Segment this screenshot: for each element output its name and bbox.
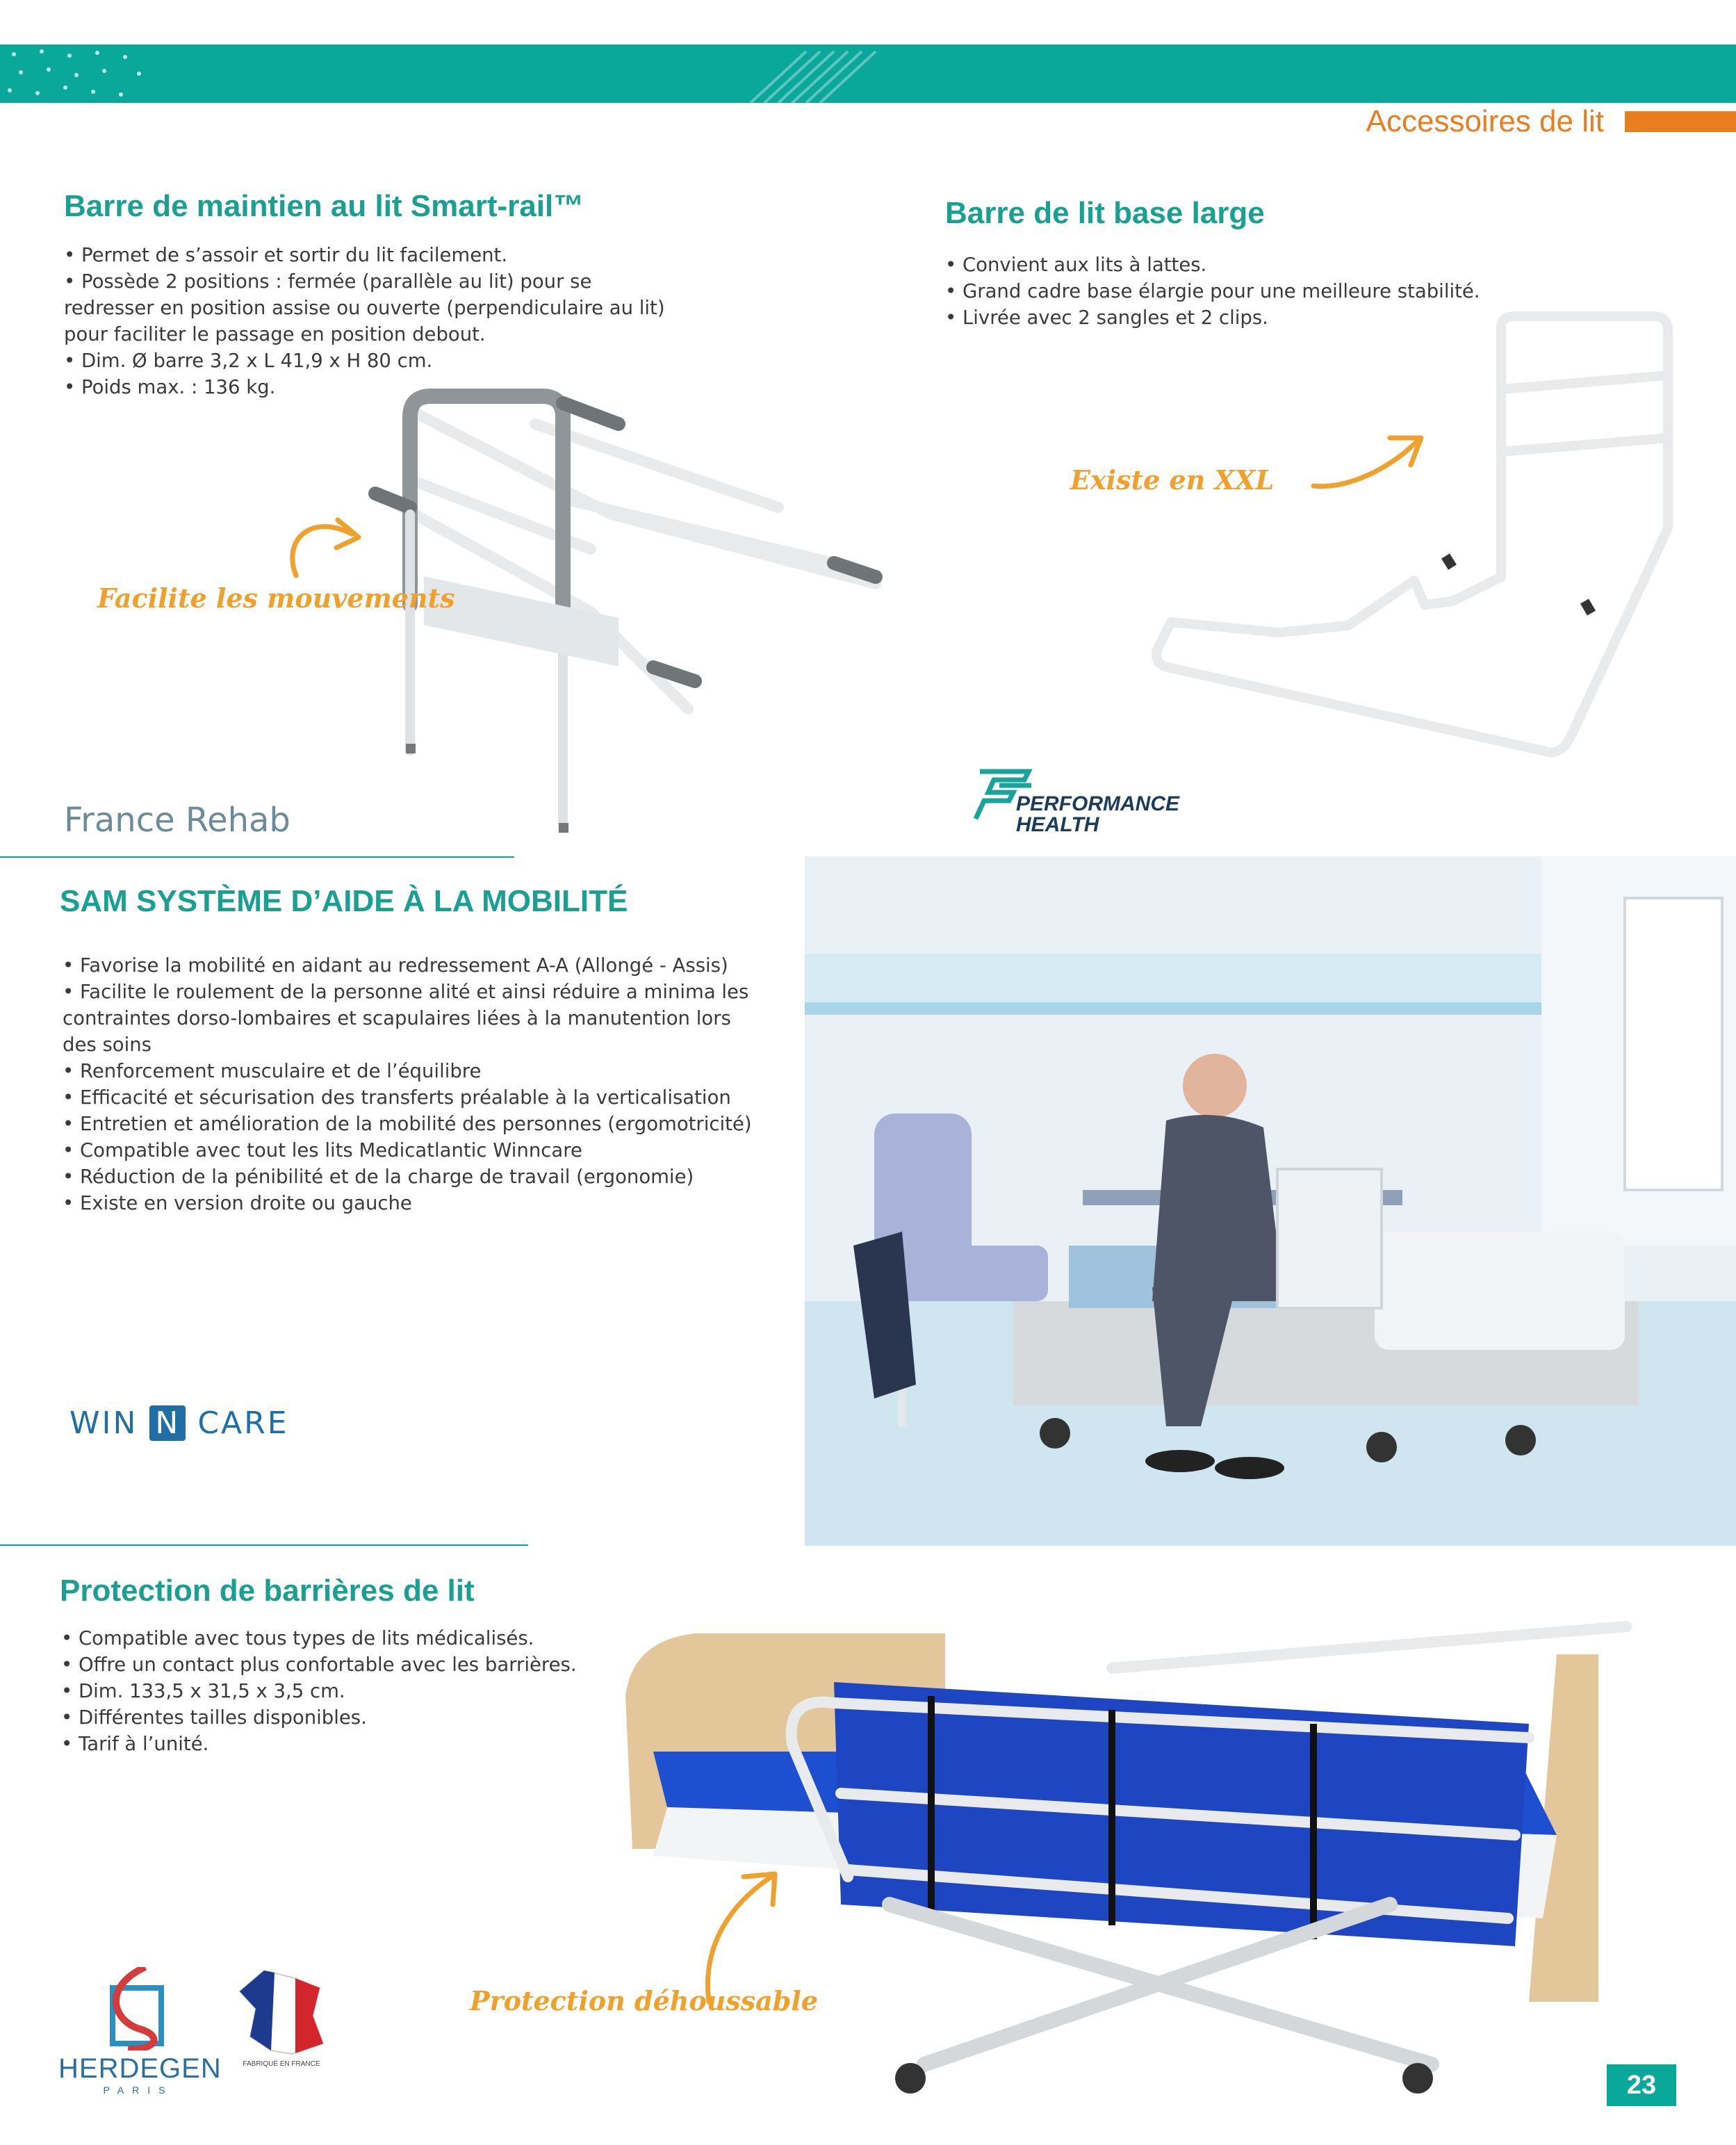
feature-item: pour faciliter le passage en position debout. xyxy=(64,323,486,345)
product-title-protection: Protection de barrières de lit xyxy=(60,1574,475,1608)
feature-item: • Existe en version droite ou gauche xyxy=(63,1190,813,1216)
brand-part: CARE xyxy=(197,1405,289,1441)
sam-room-photo xyxy=(805,856,1736,1546)
feature-item: • Poids max. : 136 kg. xyxy=(64,374,759,400)
feature-list-protection xyxy=(61,1625,687,1757)
feature-list-sam xyxy=(63,952,813,1216)
brand-logo-winncare xyxy=(69,1405,289,1441)
feature-item: contraintes dorso-lombaires et scapulaires liées à la manutention lors xyxy=(63,1007,731,1029)
product-title-base-large: Barre de lit base large xyxy=(945,196,1265,230)
france-flag-map-icon xyxy=(236,1967,327,2057)
feature-item: • Tarif à l’unité. xyxy=(61,1731,687,1757)
feature-item: • Réduction de la pénibilité et de la charge de travail (ergonomie) xyxy=(63,1164,813,1190)
feature-item: • Dim. Ø barre 3,2 x L 41,9 x H 80 cm. xyxy=(64,348,759,374)
feature-item: • Compatible avec tout les lits Medicatlantic Winncare xyxy=(63,1137,813,1164)
feature-item: des soins xyxy=(63,1034,152,1056)
feature-item: • Permet de s’assoir et sortir du lit facilement. xyxy=(64,242,759,268)
section-accent-bar xyxy=(1625,111,1736,132)
base-large-product-image xyxy=(1140,306,1682,855)
made-in-france-badge xyxy=(236,1967,327,2068)
section-divider xyxy=(0,856,514,858)
brand-part: WIN xyxy=(69,1405,138,1441)
brand-name: HERDEGEN xyxy=(58,2053,222,2084)
brand-sub: PARIS xyxy=(103,2085,174,2096)
feature-item: redresser en position assise ou ouverte (perpendiculaire au lit) xyxy=(64,297,665,319)
brand-line-1: PERFORMANCE xyxy=(1016,792,1180,815)
feature-item: • Efficacité et sécurisation des transferts préalable à la verticalisation xyxy=(63,1084,813,1111)
page-number: 23 xyxy=(1607,2064,1676,2106)
product-title-sam: SAM SYSTÈME D’AIDE À LA MOBILITÉ xyxy=(60,884,628,918)
section-title: Accessoires de lit xyxy=(1366,104,1604,138)
herdegen-emblem-icon xyxy=(58,1967,218,2050)
callout-protection: Protection déhoussable xyxy=(470,1985,818,2016)
feature-item: • Favorise la mobilité en aidant au redressement A-A (Allongé - Assis) xyxy=(63,952,813,979)
made-in-france-text: FABRIQUÉ EN FRANCE xyxy=(243,2060,320,2068)
feature-item: • Grand cadre base élargie pour une meilleure stabilité. xyxy=(945,278,1640,304)
brand-logo-france-rehab: France Rehab xyxy=(64,801,290,840)
decorative-pattern xyxy=(0,44,1736,103)
section-divider xyxy=(0,1544,528,1546)
brand-line-2: HEALTH xyxy=(1016,813,1099,836)
feature-item: • Entretien et amélioration de la mobilité des personnes (ergomotricité) xyxy=(63,1111,813,1137)
brand-logo-herdegen xyxy=(58,1967,222,2096)
feature-item: • Offre un contact plus confortable avec les barrières. xyxy=(61,1651,687,1678)
feature-item: • Possède 2 positions : fermée (parallèle au lit) pour se xyxy=(64,268,759,295)
callout-smart-rail: Facilite les mouvements xyxy=(97,582,455,614)
brand-part: N xyxy=(149,1405,186,1441)
product-title-smart-rail: Barre de maintien au lit Smart-rail™ xyxy=(64,189,584,223)
feature-item: • Compatible avec tous types de lits médicalisés. xyxy=(61,1625,687,1651)
feature-item: • Facilite le roulement de la personne alité et ainsi réduire a minima les xyxy=(63,979,813,1005)
header-band xyxy=(0,44,1736,103)
bed-rail-protection-image xyxy=(612,1613,1633,2099)
feature-item: • Livrée avec 2 sangles et 2 clips. xyxy=(945,304,1640,331)
feature-item: • Renforcement musculaire et de l’équilibre xyxy=(63,1058,813,1084)
feature-item: • Convient aux lits à lattes. xyxy=(945,252,1640,278)
curved-arrow-icon xyxy=(275,499,372,582)
feature-item: • Différentes tailles disponibles. xyxy=(61,1704,687,1731)
callout-base-large: Existe en XXL xyxy=(1070,464,1275,496)
feature-item: • Dim. 133,5 x 31,5 x 3,5 cm. xyxy=(61,1678,687,1704)
curved-arrow-icon xyxy=(1307,427,1432,496)
